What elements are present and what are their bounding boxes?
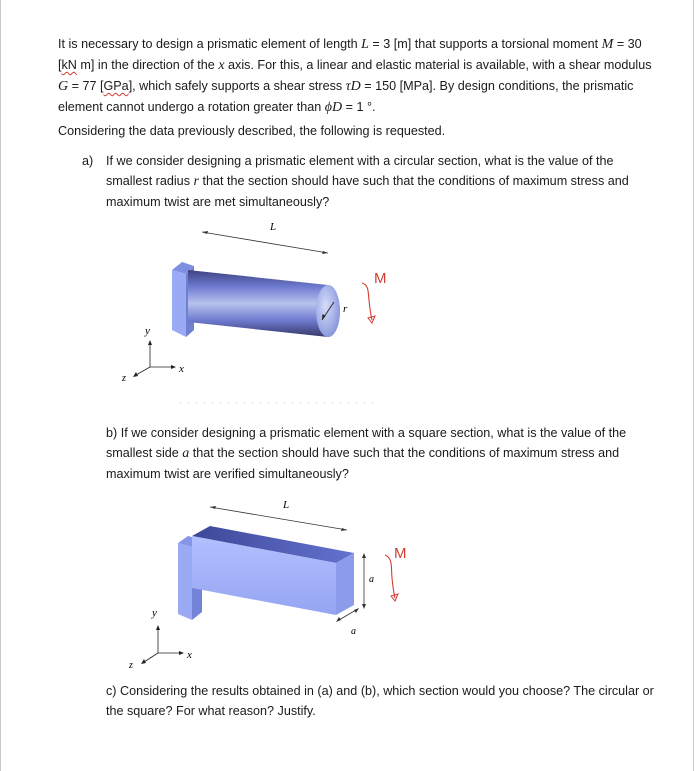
wall-front — [178, 543, 192, 620]
axis-y-label: y — [152, 607, 157, 619]
lead-in-text: Considering the data previously described, the following is requested. — [58, 124, 446, 138]
length-label: L — [270, 221, 277, 233]
question-c: c) Considering the results obtained in (a) and (b), which section would you choose? The circular or the square? For what reason? Justify. — [106, 684, 654, 718]
page-left-border — [0, 0, 1, 771]
question-b: b) If we consider designing a prismatic element with a square section, what is the value of the smallest side a that the section should have such that the conditions of maximum stress and maximum twist are verified simultaneously? — [106, 426, 627, 481]
wall-front — [172, 270, 186, 337]
square-bar-end — [336, 553, 354, 615]
length-dimension-line — [202, 232, 328, 253]
axis-z-label: z — [122, 373, 126, 384]
axis-x-label: x — [179, 363, 184, 375]
length-label: L — [283, 499, 290, 511]
question-a-label: a) — [82, 154, 94, 168]
torque-arrow — [362, 283, 372, 320]
question-a-text: If we consider designing a prismatic element with a circular section, what is the value of the smallest radius r that the section should have such that the conditions of maximum stress and maximum twist are met simultaneously? — [106, 154, 629, 209]
axis-x-label: x — [187, 649, 192, 661]
radius-label: r — [343, 303, 348, 315]
axis-z-label: z — [129, 660, 133, 671]
problem-statement: It is necessary to design a prismatic element of length L = 3 [m] that supports a torsional moment M = 30 [kN m] in the direction of the x axis. For this, a linear and elastic material is available, with a shear modulus G = 77 [GPa], which safely supports a shear stress τD = 150 [MPa]. By design conditions, the prismatic element cannot undergo a rotation greater than ϕD = 1 °. — [58, 37, 652, 115]
side-label-depth: a — [351, 626, 356, 637]
length-dimension-line — [210, 507, 347, 530]
figure-square-bar — [110, 488, 440, 673]
question-a — [82, 151, 652, 212]
side-label-vertical: a — [369, 574, 374, 585]
moment-label: M — [394, 545, 407, 562]
axis-y-label: y — [145, 325, 150, 337]
figure-circular-shaft — [110, 212, 410, 407]
moment-label: M — [374, 270, 387, 287]
